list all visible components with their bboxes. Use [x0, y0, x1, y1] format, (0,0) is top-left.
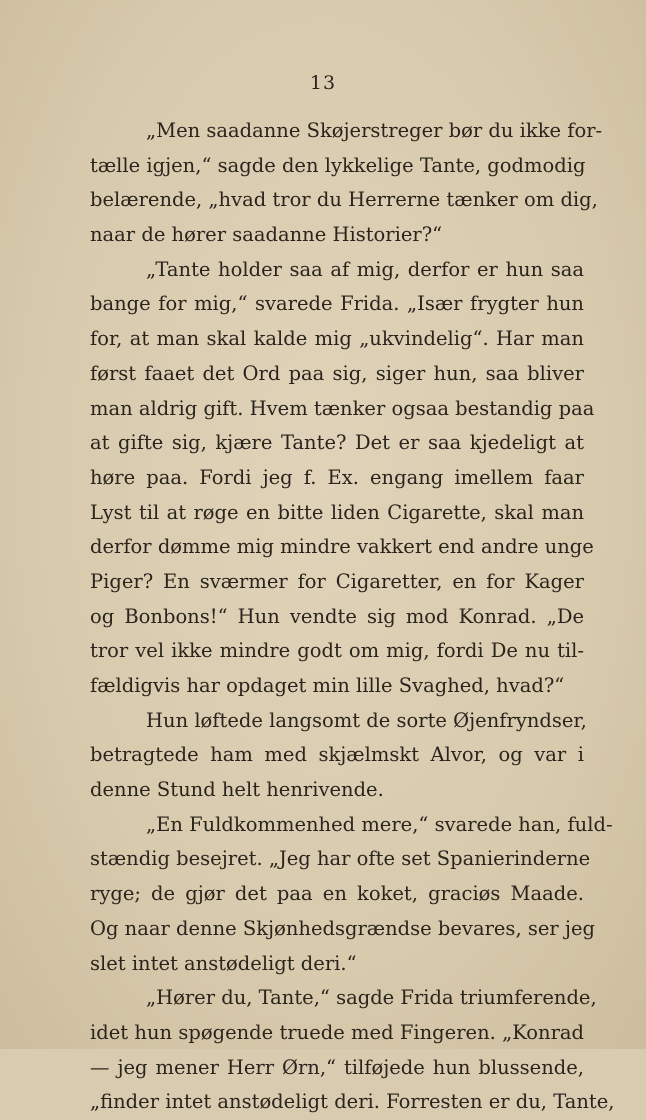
text-line: Og naar denne Skjønhedsgrændse bevares, ser jeg	[90, 916, 595, 940]
text-line: „En Fuldkommenhed mere,“ svarede han, fuld-	[146, 812, 613, 836]
text-line: „finder intet anstødeligt deri. Forresten er du, Tante,	[90, 1090, 615, 1114]
text-line: belærende, „hvad tror du Herrerne tænker om dig,	[90, 188, 598, 212]
text-line: at gifte sig, kjære Tante? Det er saa kjedeligt at	[90, 431, 584, 455]
text-line: høre paa. Fordi jeg f. Ex. engang imellem faar	[90, 465, 584, 489]
text-line: „Men saadanne Skøjerstreger bør du ikke for-	[146, 119, 603, 142]
text-line: — jeg mener Herr Ørn,“ tilføjede hun blussende,	[90, 1055, 584, 1079]
text-line: Hun løftede langsomt de sorte Øjenfryndser,	[146, 708, 587, 732]
text-line: bange for mig,“ svarede Frida. „Især frygter hun	[90, 292, 584, 316]
text-line: tror vel ikke mindre godt om mig, fordi De nu til-	[90, 639, 584, 663]
text-line: „Hører du, Tante,“ sagde Frida triumferende,	[146, 986, 597, 1010]
text-line: „Tante holder saa af mig, derfor er hun saa	[146, 257, 584, 281]
text-line: man aldrig gift. Hvem tænker ogsaa bestandig paa	[90, 396, 595, 420]
text-line: og Bonbons!“ Hun vendte sig mod Konrad. „De	[90, 604, 584, 628]
page-number: 13	[309, 72, 337, 94]
text-line: stændig besejret. „Jeg har ofte set Spanierinderne	[90, 847, 591, 871]
text-line: ryge; de gjør det paa en koket, graciøs Maade.	[90, 882, 584, 906]
text-line: Lyst til at røge en bitte liden Cigarette, skal man	[90, 500, 584, 524]
text-line: for, at man skal kalde mig „ukvindelig“. Har man	[90, 327, 584, 351]
text-line: Piger? En sværmer for Cigaretter, en for Kager	[90, 569, 584, 593]
text-line: idet hun spøgende truede med Fingeren. „Konrad	[90, 1020, 584, 1044]
text-line: slet intet anstødeligt deri.“	[90, 951, 357, 975]
text-line: betragtede ham med skjælmskt Alvor, og var i	[90, 743, 584, 767]
text-line: tælle igjen,“ sagde den lykkelige Tante, godmodig	[90, 153, 586, 177]
text-line: naar de hører saadanne Historier?“	[90, 223, 443, 247]
text-line: fældigvis har opdaget min lille Svaghed, hvad?“	[90, 674, 565, 697]
text-line: denne Stund helt henrivende.	[90, 778, 384, 802]
text-line: derfor dømme mig mindre vakkert end andre unge	[90, 535, 594, 559]
body-text	[90, 114, 615, 1120]
text-line: først faaet det Ord paa sig, siger hun, saa bliver	[90, 361, 584, 385]
